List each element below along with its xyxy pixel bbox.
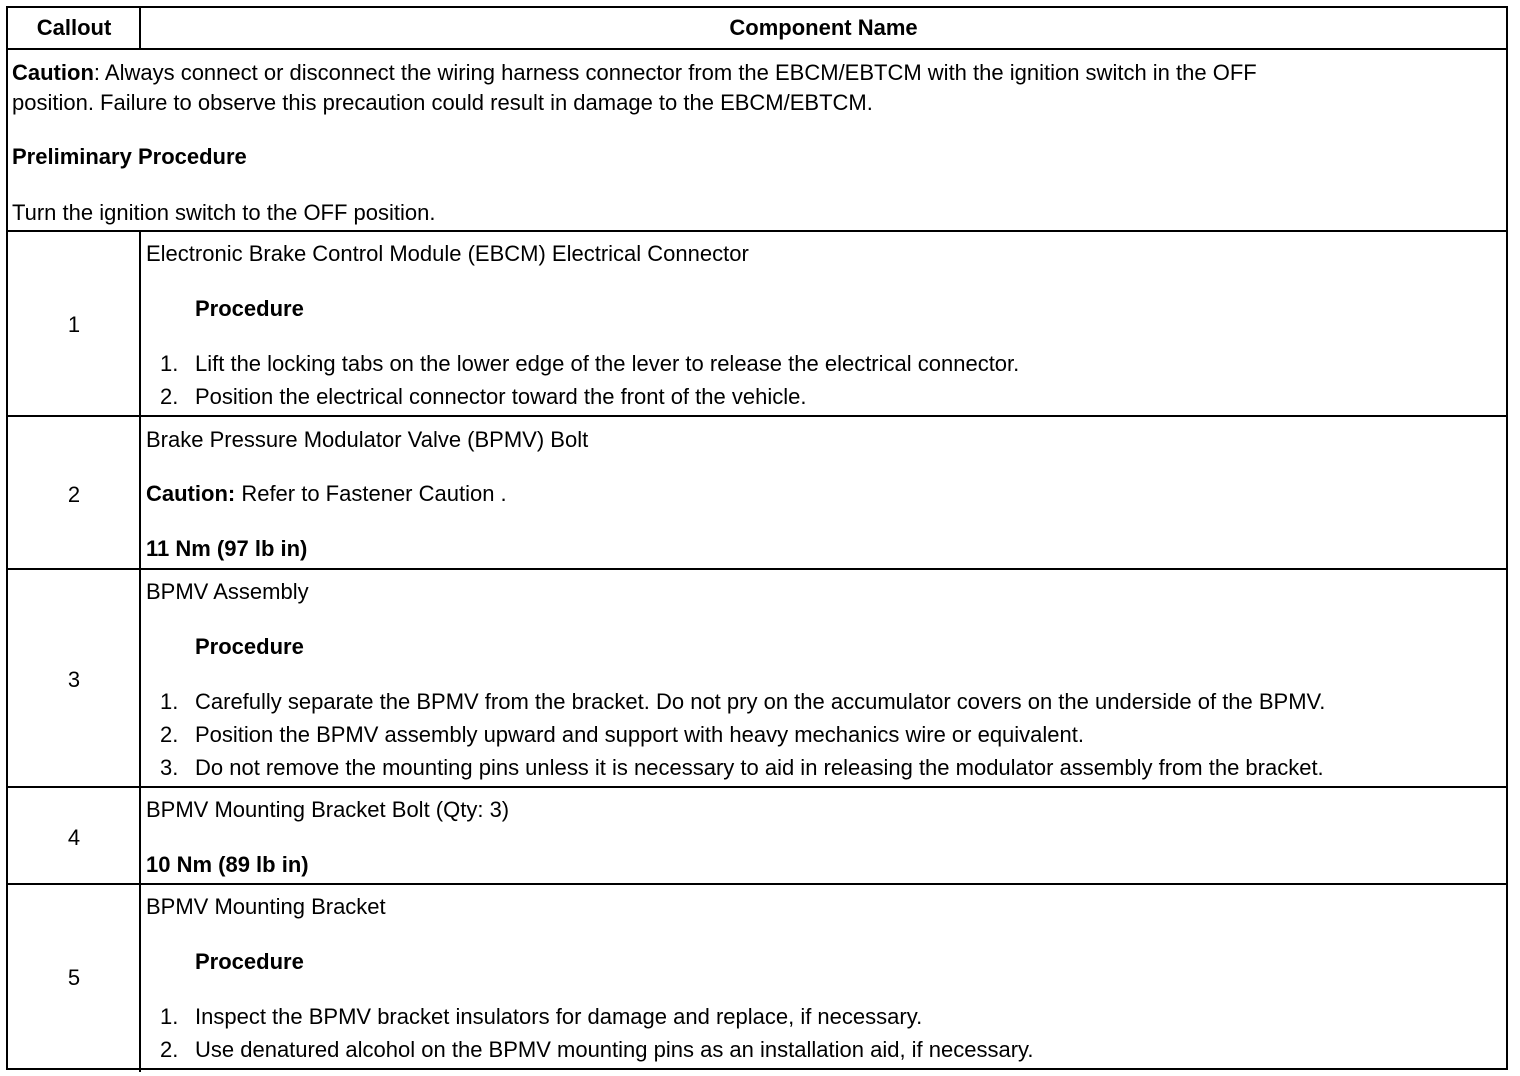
procedure-step: Lift the locking tabs on the lower edge of the lever to release the electrical connector. [195,351,1020,376]
row-divider [8,230,1506,232]
preliminary-step: Turn the ignition switch to the OFF position. [12,200,436,225]
header-divider [8,48,1506,50]
row-divider [8,786,1506,788]
component-name: BPMV Assembly [146,579,309,604]
caution-label: Caution: [146,481,236,506]
callout-number: 4 [67,825,81,850]
procedure-label: Procedure [195,949,304,974]
callout-number: 2 [67,482,81,507]
intro-caution [12,60,1257,86]
component-name: BPMV Mounting Bracket [146,894,386,919]
procedure-step: Position the electrical connector toward the front of the vehicle. [195,384,807,409]
procedure-step: Carefully separate the BPMV from the bracket. Do not pry on the accumulator covers on the underside of the BPMV. [195,689,1326,714]
step-number: 3. [160,755,179,780]
caution-text: : Always connect or disconnect the wiring harness connector from the EBCM/EBTCM with the ignition switch in the OFF [93,60,1257,85]
component-name: BPMV Mounting Bracket Bolt (Qty: 3) [146,797,510,822]
torque-spec: 11 Nm (97 lb in) [146,536,308,561]
step-number: 1. [160,351,179,376]
column-divider [139,230,141,1072]
callout-number: 1 [67,312,81,337]
step-number: 2. [160,722,179,747]
procedure-step: Do not remove the mounting pins unless it is necessary to aid in releasing the modulator assembly from the bracket. [195,755,1324,780]
caution-label: Caution [12,60,94,85]
callout-number: 5 [67,965,81,990]
row-divider [8,415,1506,417]
intro-caution-cont: position. Failure to observe this precaution could result in damage to the EBCM/EBTCM. [12,90,873,115]
step-number: 1. [160,1004,179,1029]
component-name: Brake Pressure Modulator Valve (BPMV) Bolt [146,427,589,452]
torque-spec: 10 Nm (89 lb in) [146,852,309,877]
procedure-step: Inspect the BPMV bracket insulators for damage and replace, if necessary. [195,1004,923,1029]
procedure-step: Use denatured alcohol on the BPMV mounting pins as an installation aid, if necessary. [195,1037,1034,1062]
caution-text: Refer to Fastener Caution . [235,481,507,506]
callout-number: 3 [67,667,81,692]
preliminary-title: Preliminary Procedure [12,144,247,169]
component-table [6,6,1508,1070]
procedure-label: Procedure [195,296,304,321]
row-divider [8,883,1506,885]
component-name: Electronic Brake Control Module (EBCM) Electrical Connector [146,241,749,266]
procedure-step: Position the BPMV assembly upward and support with heavy mechanics wire or equivalent. [195,722,1085,747]
step-number: 2. [160,384,179,409]
header-component-name: Component Name [729,15,918,40]
row-caution [146,481,507,507]
procedure-label: Procedure [195,634,304,659]
step-number: 2. [160,1037,179,1062]
step-number: 1. [160,689,179,714]
header-callout: Callout [36,15,112,40]
row-divider [8,568,1506,570]
